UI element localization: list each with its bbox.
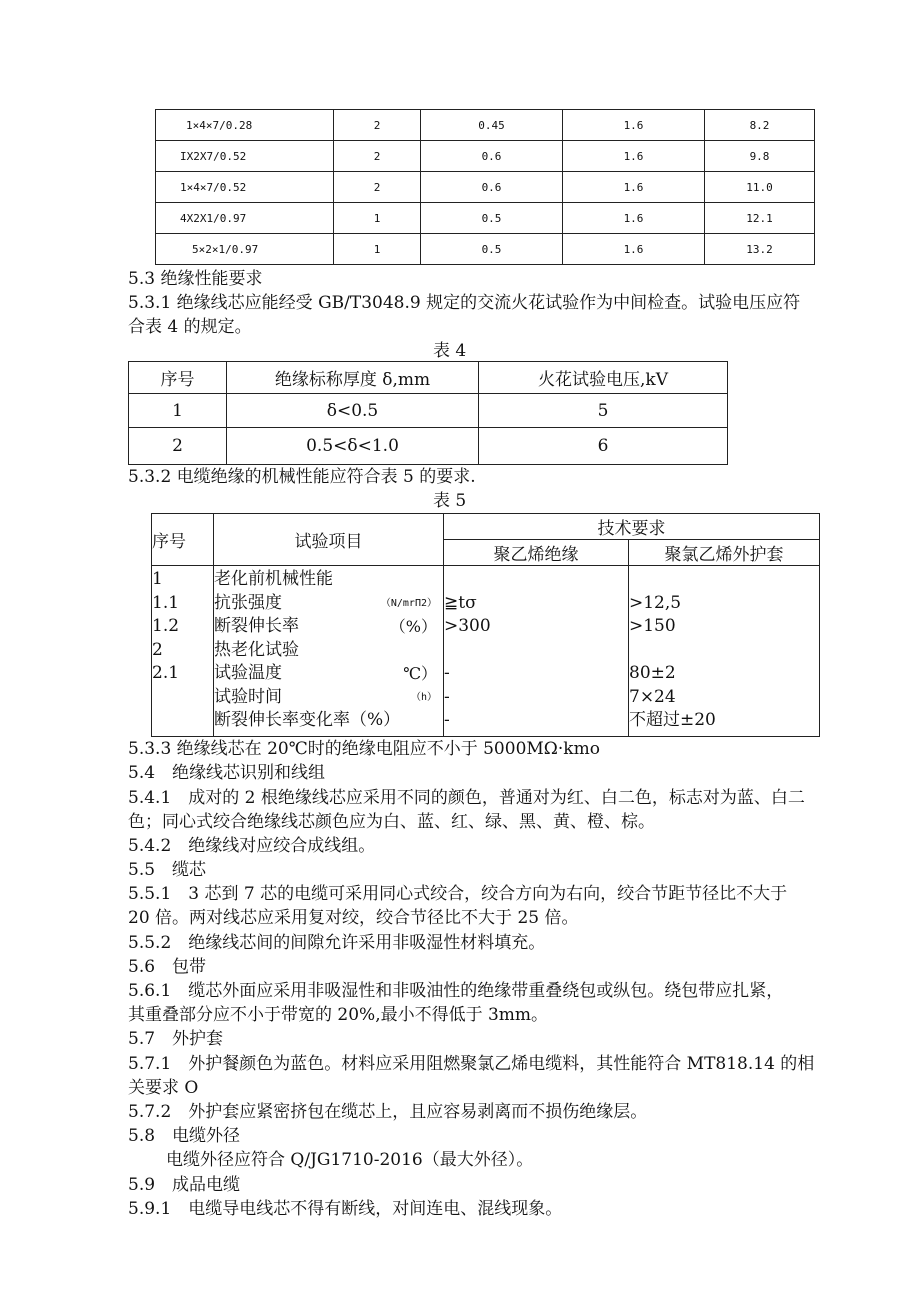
spec-table-cell: 9.8 <box>705 141 815 172</box>
section-5-4-1-line1: 5.4.1 成对的 2 根绝缘线芯应采用不同的颜色，普通对为红、白二色，标志对为蓝、白二 <box>128 788 805 808</box>
table5-line: >150 <box>629 616 676 636</box>
table5-item-label: 试验时间 <box>214 686 282 707</box>
section-5-6-1-line2: 其重叠部分应不小于带宽的 20%,最小不得低于 3mm。 <box>128 1005 549 1025</box>
table4-header-no: 序号 <box>129 362 227 394</box>
table5-line <box>214 709 443 733</box>
section-5-3-1-line2: 合表 4 的规定。 <box>128 317 252 337</box>
spec-table-cell: 1×4×7/0.28 <box>156 110 334 141</box>
table5-line <box>152 686 213 710</box>
table5-item-label: 断裂伸长率 <box>214 616 299 636</box>
table5-item-label: 热老化试验 <box>214 639 299 660</box>
table5-line: - <box>444 663 450 683</box>
table5-header-item: 试验项目 <box>214 514 444 566</box>
section-5-3-2: 5.3.2 电缆绝缘的机械性能应符合表 5 的要求. <box>128 467 476 487</box>
table4-cell: 2 <box>129 428 227 465</box>
spec-table-cell: 0.45 <box>421 110 563 141</box>
table5-line <box>214 639 443 663</box>
table5-item-label: 试验温度 <box>214 663 282 683</box>
table-5 <box>151 513 820 737</box>
section-5-4-heading: 5.4 绝缘线芯识别和线组 <box>128 763 326 783</box>
table5-line <box>214 686 443 710</box>
table5-line: 80±2 <box>629 663 676 683</box>
table5-line: 1.2 <box>152 616 180 636</box>
spec-table-cell: 2 <box>334 172 421 203</box>
section-5-7-heading: 5.7 外护套 <box>128 1029 224 1049</box>
spec-table-cell: IX2X7/0.52 <box>156 141 334 172</box>
spec-table-cell: 1.6 <box>563 203 705 234</box>
section-5-5-2: 5.5.2 绝缘线芯间的间隙允许采用非吸湿性材料填充。 <box>128 933 546 953</box>
spec-table-cell: 11.0 <box>705 172 815 203</box>
spec-table-cell: 1.6 <box>563 110 705 141</box>
section-5-8-heading: 5.8 电缆外径 <box>128 1126 241 1146</box>
section-5-7-2: 5.7.2 外护套应紧密挤包在缆芯上，且应容易剥离而不损伤绝缘层。 <box>128 1102 648 1122</box>
section-5-7-1-line1: 5.7.1 外护餐颜色为蓝色。材料应采用阻燃聚氯乙烯电缆料，其性能符合 MT818.14 的相 <box>128 1054 815 1074</box>
spec-table-cell: 1.6 <box>563 141 705 172</box>
table5-line: - <box>444 710 450 730</box>
table-4 <box>128 361 728 465</box>
table5-item-unit: （%） <box>389 617 437 636</box>
section-5-8-body: 电缆外径应符合 Q/JG1710-2016（最大外径）。 <box>166 1150 534 1170</box>
section-5-6-1-line1: 5.6.1 缆芯外面应采用非吸湿性和非吸油性的绝缘带重叠绕包或纵包。绕包带应扎紧， <box>128 981 784 1001</box>
table5-no-column <box>152 566 214 737</box>
table5-header-requirements: 技术要求 <box>444 514 820 540</box>
table5-line: - <box>444 686 450 707</box>
table5-line <box>444 568 628 592</box>
spec-table-cell: 1.6 <box>563 234 705 265</box>
table5-item-label: 断裂伸长率变化率（%） <box>214 710 401 730</box>
table4-cell: δ<0.5 <box>227 394 479 428</box>
table5-line: 1.1 <box>152 592 180 613</box>
spec-table-cell: 1×4×7/0.52 <box>156 172 334 203</box>
table5-line: 2 <box>152 639 163 660</box>
table5-line <box>214 568 443 592</box>
table5-line <box>214 615 443 639</box>
table5-line: 不超过±20 <box>629 710 716 730</box>
table5-pvc-column <box>629 566 820 737</box>
table5-item-label: 老化前机械性能 <box>214 569 333 589</box>
table5-item-label: 抗张强度 <box>214 592 282 613</box>
spec-table-cell: 4X2X1/0.97 <box>156 203 334 234</box>
table4-cell: 5 <box>479 394 728 428</box>
table5-item-column <box>214 566 444 737</box>
spec-table-cell: 2 <box>334 110 421 141</box>
spec-table-row <box>156 141 815 172</box>
table5-line: 2.1 <box>152 663 180 683</box>
spec-table-cell: 8.2 <box>705 110 815 141</box>
section-5-9-1: 5.9.1 电缆导电线芯不得有断线，对间连电、混线现象。 <box>128 1199 563 1219</box>
table5-header-pe: 聚乙烯绝缘 <box>444 540 629 566</box>
table5-item-unit: ℃） <box>403 664 437 683</box>
spec-table-cell: 1 <box>334 234 421 265</box>
spec-table-row <box>156 172 815 203</box>
spec-table-row <box>156 203 815 234</box>
table5-line <box>214 662 443 686</box>
table5-line: ≧tσ <box>444 592 477 613</box>
spec-table-cell: 1.6 <box>563 172 705 203</box>
spec-table-row <box>156 110 815 141</box>
spec-table-cell: 0.6 <box>421 141 563 172</box>
table4-header-voltage: 火花试验电压,kV <box>479 362 728 394</box>
table5-line <box>152 709 213 733</box>
spec-table-cell: 13.2 <box>705 234 815 265</box>
table4-cell: 1 <box>129 394 227 428</box>
spec-table-cell: 2 <box>334 141 421 172</box>
section-5-3-heading: 5.3 绝缘性能要求 <box>128 269 263 289</box>
section-5-4-1-line2: 色；同心式绞合绝缘线芯颜色应为白、蓝、红、绿、黑、黄、橙、棕。 <box>128 812 655 832</box>
section-5-5-1-line2: 20 倍。两对线芯应采用复对绞，绞合节径比不大于 25 倍。 <box>128 908 579 928</box>
section-5-5-1-line1: 5.5.1 3 芯到 7 芯的电缆可采用同心式绞合，绞合方向为右向，绞合节距节径比不大于 <box>128 884 788 904</box>
table5-line <box>444 639 628 663</box>
table5-header-no: 序号 <box>152 514 214 566</box>
section-5-6-heading: 5.6 包带 <box>128 957 207 977</box>
table5-line <box>629 568 819 592</box>
cable-spec-table <box>155 109 815 265</box>
section-5-5-heading: 5.5 缆芯 <box>128 860 207 880</box>
section-5-3-3: 5.3.3 绝缘线芯在 20℃时的绝缘电阻应不小于 5000MΩ·kmo <box>128 739 600 759</box>
spec-table-cell: 12.1 <box>705 203 815 234</box>
section-5-4-2: 5.4.2 绝缘线对应绞合成线组。 <box>128 836 376 856</box>
table5-item-unit: （N/mrΠ2） <box>380 597 437 609</box>
section-5-9-heading: 5.9 成品电缆 <box>128 1175 241 1195</box>
section-5-7-1-line2: 关要求 O <box>128 1078 199 1098</box>
table5-item-unit: （h） <box>410 691 437 703</box>
table5-line: >300 <box>444 616 491 636</box>
spec-table-cell: 0.5 <box>421 203 563 234</box>
table5-pe-column <box>444 566 629 737</box>
spec-table-row <box>156 234 815 265</box>
table5-line <box>214 592 443 616</box>
table4-header-thickness: 绝缘标称厚度 δ,mm <box>227 362 479 394</box>
spec-table-cell: 1 <box>334 203 421 234</box>
table5-line: 1 <box>152 569 163 589</box>
table5-line: >12,5 <box>629 592 682 613</box>
table4-cell: 0.5<δ<1.0 <box>227 428 479 465</box>
section-5-3-1-line1: 5.3.1 绝缘线芯应能经受 GB/T3048.9 规定的交流火花试验作为中间检查。试验电压应符 <box>128 293 801 313</box>
spec-table-cell: 0.6 <box>421 172 563 203</box>
spec-table-cell: 5×2×1/0.97 <box>156 234 334 265</box>
table5-header-pvc: 聚氯乙烯外护套 <box>629 540 820 566</box>
table5-line: 7×24 <box>629 686 676 707</box>
spec-table-cell: 0.5 <box>421 234 563 265</box>
table5-caption: 表 5 <box>433 491 467 511</box>
table4-caption: 表 4 <box>433 341 467 361</box>
table5-line <box>629 639 819 663</box>
table4-cell: 6 <box>479 428 728 465</box>
